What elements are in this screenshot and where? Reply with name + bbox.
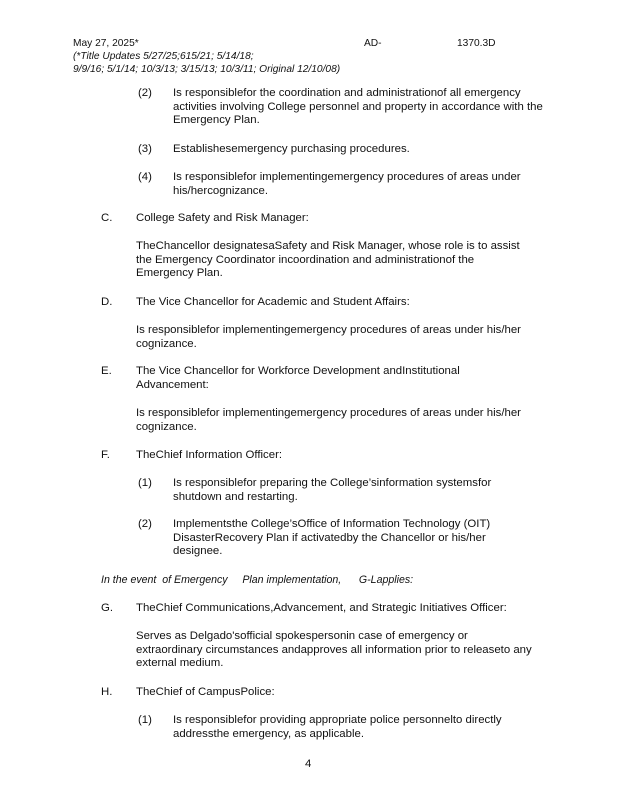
section-g-body: Serves as Delgado'sofficial spokespersonin case of emergency or extraordinary circumstances andapproves all information prior to releaseto any external medium. (136, 630, 532, 669)
page-number: 4 (305, 758, 312, 770)
item-b3-text: Establishesemergency purchasing procedures. (173, 143, 410, 155)
section-h-sub1-number: (1) (138, 714, 152, 726)
section-g-letter: G. (101, 602, 114, 614)
section-h-sub1-text: Is responsiblefor providing appropriate police personnelto directly addressthe emergency, as applicable. (173, 714, 502, 740)
header-date: May 27, 2025* (73, 38, 139, 49)
section-h-letter: H. (101, 686, 113, 698)
header-code-prefix: AD- (364, 38, 382, 49)
header-code-number: 1370.3D (457, 38, 496, 49)
section-f-heading: TheChief Information Officer: (136, 449, 283, 461)
section-f-sub1-text: Is responsiblefor preparing the College’sinformation systemsfor shutdown and restarting. (173, 477, 492, 503)
section-c-letter: C. (101, 212, 113, 224)
header-history-line2: 9/9/16; 5/1/14; 10/3/13; 3/15/13; 10/3/11; Original 12/10/08) (73, 64, 341, 75)
section-h-heading: TheChief of CampusPolice: (136, 686, 275, 698)
section-g-heading: TheChief Communications,Advancement, and Strategic Initiatives Officer: (136, 602, 507, 614)
item-b2-number: (2) (138, 87, 152, 99)
item-b4-number: (4) (138, 171, 152, 183)
item-b2-text: Is responsiblefor the coordination and administrationof all emergency activities involving College personnel and property in accordance with the Emergency Plan. (173, 87, 543, 126)
section-e-letter: E. (101, 365, 112, 377)
section-c-heading: College Safety and Risk Manager: (136, 212, 309, 224)
section-f-sub2-number: (2) (138, 518, 152, 530)
emergency-note: In the event of Emergency Plan implementation, G-Lapplies: (101, 574, 414, 586)
item-b3-number: (3) (138, 143, 152, 155)
section-d-heading: The Vice Chancellor for Academic and Student Affairs: (136, 296, 410, 308)
section-d-body: Is responsiblefor implementingemergency procedures of areas under his/her cognizance. (136, 324, 521, 350)
header-history-line1: (*Title Updates 5/27/25;615/21; 5/14/18; (73, 51, 254, 62)
item-b4-text: Is responsiblefor implementingemergency procedures of areas under his/hercognizance. (173, 171, 521, 197)
section-f-sub1-number: (1) (138, 477, 152, 489)
section-c-body: TheChancellor designatesaSafety and Risk Manager, whose role is to assist the Emergency Coordinator incoordination and administrationof the Emergency Plan. (136, 240, 520, 279)
section-e-heading: The Vice Chancellor for Workforce Development andInstitutional Advancement: (136, 365, 460, 391)
section-d-letter: D. (101, 296, 113, 308)
section-e-body: Is responsiblefor implementingemergency procedures of areas under his/her cognizance. (136, 407, 521, 433)
section-f-sub2-text: Implementsthe College’sOffice of Information Technology (OIT) DisasterRecovery Plan if activatedby the Chancellor or his/her designee. (173, 518, 491, 557)
section-f-letter: F. (101, 449, 110, 461)
